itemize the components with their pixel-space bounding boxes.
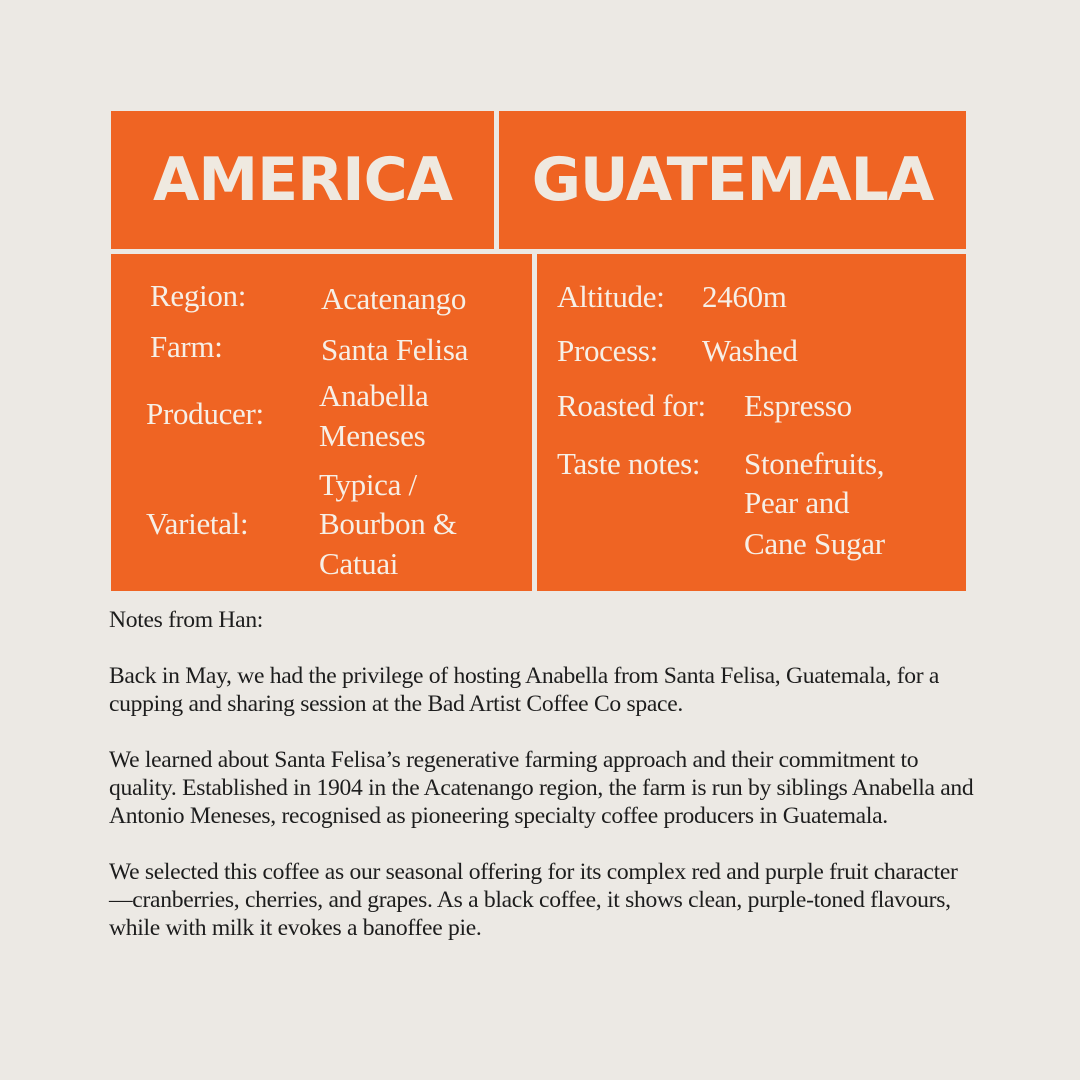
producer-value-line2: Meneses	[319, 418, 426, 453]
notes-section	[109, 606, 979, 970]
profile-details-panel	[537, 254, 966, 591]
taste-notes-value-line3: Cane Sugar	[744, 526, 885, 561]
notes-paragraph-3: We selected this coffee as our seasonal offering for its complex red and purple fruit character—cranberries, cherries, and grapes. As a black coffee, it shows clean, purple-toned flavours, while with milk it evokes a banoffee pie.	[109, 859, 958, 941]
producer-label: Producer:	[146, 396, 264, 431]
taste-notes-value-line2: Pear and	[744, 485, 850, 520]
process-label: Process:	[557, 333, 658, 368]
altitude-label: Altitude:	[557, 279, 665, 314]
continent-header-panel	[111, 111, 494, 249]
varietal-value-line2: Bourbon &	[319, 506, 457, 541]
origin-details-panel	[111, 254, 532, 591]
continent-title: AMERICA	[152, 145, 453, 215]
process-value: Washed	[702, 333, 798, 368]
notes-paragraph-1: Back in May, we had the privilege of hosting Anabella from Santa Felisa, Guatemala, for a cupping and sharing session at the Bad Artist Coffee Co space.	[109, 663, 940, 717]
notes-heading: Notes from Han:	[109, 607, 264, 633]
taste-notes-label: Taste notes:	[557, 446, 701, 481]
roasted-for-label: Roasted for:	[557, 388, 706, 423]
region-label: Region:	[150, 278, 247, 313]
roasted-for-value: Espresso	[744, 388, 852, 423]
notes-paragraph-2: We learned about Santa Felisa’s regenerative farming approach and their commitment to quality. Established in 1904 in the Acatenango region, the farm is run by siblings Anabella and Antonio Meneses, recognised as pioneering specialty coffee producers in Guatemala.	[109, 747, 974, 829]
varietal-value-line3: Catuai	[319, 546, 399, 581]
country-header-panel	[499, 111, 966, 249]
varietal-value-line1: Typica /	[319, 467, 417, 502]
country-title: GUATEMALA	[531, 145, 934, 215]
farm-label: Farm:	[150, 329, 223, 364]
region-value: Acatenango	[321, 281, 467, 316]
altitude-value: 2460m	[702, 279, 787, 314]
taste-notes-value-line1: Stonefruits,	[744, 446, 885, 481]
producer-value-line1: Anabella	[319, 378, 429, 413]
farm-value: Santa Felisa	[321, 332, 469, 367]
varietal-label: Varietal:	[146, 506, 249, 541]
